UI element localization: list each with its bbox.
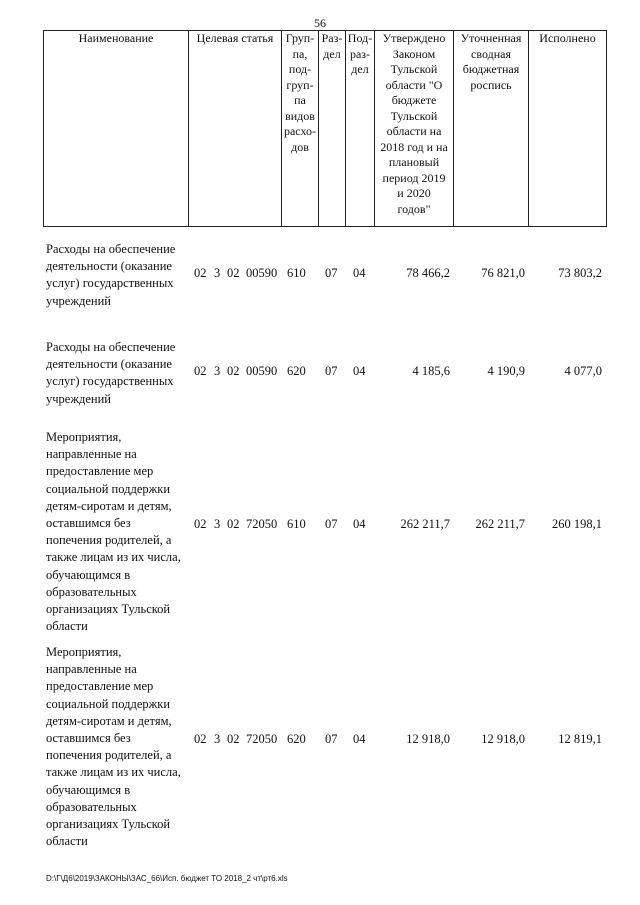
col-divider — [188, 30, 189, 226]
header-target: Целевая статья — [196, 31, 274, 45]
target-part: 00590 — [246, 266, 278, 280]
target-part: 00590 — [246, 364, 278, 378]
approved-value: 12 918,0 — [406, 732, 450, 746]
target-part: 02 — [227, 732, 240, 746]
header-subsection: Под- раз- дел — [347, 31, 373, 76]
group-code: 620 — [287, 364, 306, 378]
section-code: 07 — [325, 266, 338, 280]
target-part: 3 — [214, 732, 221, 746]
col-divider — [528, 30, 529, 226]
page-number: 56 — [314, 16, 326, 30]
target-part: 3 — [214, 517, 221, 531]
subsection-code: 04 — [353, 517, 366, 531]
target-part: 02 — [194, 517, 207, 531]
row-name: Расходы на обеспечение деятельности (оказание услуг) государственных учреждений — [46, 340, 176, 406]
group-code: 610 — [287, 266, 306, 280]
target-part: 02 — [194, 732, 207, 746]
clarified-value: 262 211,7 — [475, 517, 525, 531]
target-part: 02 — [194, 266, 207, 280]
approved-value: 78 466,2 — [406, 266, 450, 280]
header-group: Груп- па, под- груп- па видов расхо- дов — [283, 31, 317, 154]
header-clarified: Уточненная сводная бюджетная роспись — [460, 31, 522, 92]
row-name: Расходы на обеспечение деятельности (оказание услуг) государственных учреждений — [46, 242, 176, 308]
group-code: 610 — [287, 517, 306, 531]
clarified-value: 12 918,0 — [481, 732, 525, 746]
section-code: 07 — [325, 364, 338, 378]
subsection-code: 04 — [353, 364, 366, 378]
header-name: Наименование — [78, 31, 154, 45]
header-bottom-rule — [43, 226, 607, 227]
target-part: 02 — [227, 364, 240, 378]
executed-value: 12 819,1 — [558, 732, 602, 746]
col-divider — [606, 30, 607, 226]
group-code: 620 — [287, 732, 306, 746]
target-part: 3 — [214, 266, 221, 280]
section-code: 07 — [325, 517, 338, 531]
row-name: Мероприятия, направленные на предоставление мер социальной поддержки детям-сиротам и детям, оставшимся без попечения родителей, а также лицам из их числа, обучающимся в образовательных организациях Тульской области — [46, 430, 181, 634]
executed-value: 73 803,2 — [558, 266, 602, 280]
target-part: 02 — [227, 266, 240, 280]
target-part: 72050 — [246, 732, 278, 746]
section-code: 07 — [325, 732, 338, 746]
header-approved: Утверждено Законом Тульской области "О бюджете Тульской области на 2018 год и на плановый период 2019 и 2020 годов" — [380, 31, 448, 216]
target-part: 72050 — [246, 517, 278, 531]
executed-value: 260 198,1 — [552, 517, 602, 531]
header-section: Раз- дел — [321, 31, 343, 61]
header-executed: Исполнено — [539, 31, 596, 45]
file-path-footer: D:\Г\Д6\2019\ЗАКОНЫ\ЗАС_66\Исп. бюджет ТО 2018_2 чт\рт6.xls — [46, 874, 288, 883]
target-part: 02 — [194, 364, 207, 378]
subsection-code: 04 — [353, 732, 366, 746]
col-divider — [43, 30, 44, 226]
clarified-value: 4 190,9 — [487, 364, 525, 378]
executed-value: 4 077,0 — [564, 364, 602, 378]
subsection-code: 04 — [353, 266, 366, 280]
clarified-value: 76 821,0 — [481, 266, 525, 280]
approved-value: 4 185,6 — [412, 364, 450, 378]
approved-value: 262 211,7 — [400, 517, 450, 531]
target-part: 02 — [227, 517, 240, 531]
target-part: 3 — [214, 364, 221, 378]
row-name: Мероприятия, направленные на предоставление мер социальной поддержки детям-сиротам и детям, оставшимся без попечения родителей, а также лицам из их числа, обучающимся в образовательных организациях Тульской области — [46, 645, 181, 849]
